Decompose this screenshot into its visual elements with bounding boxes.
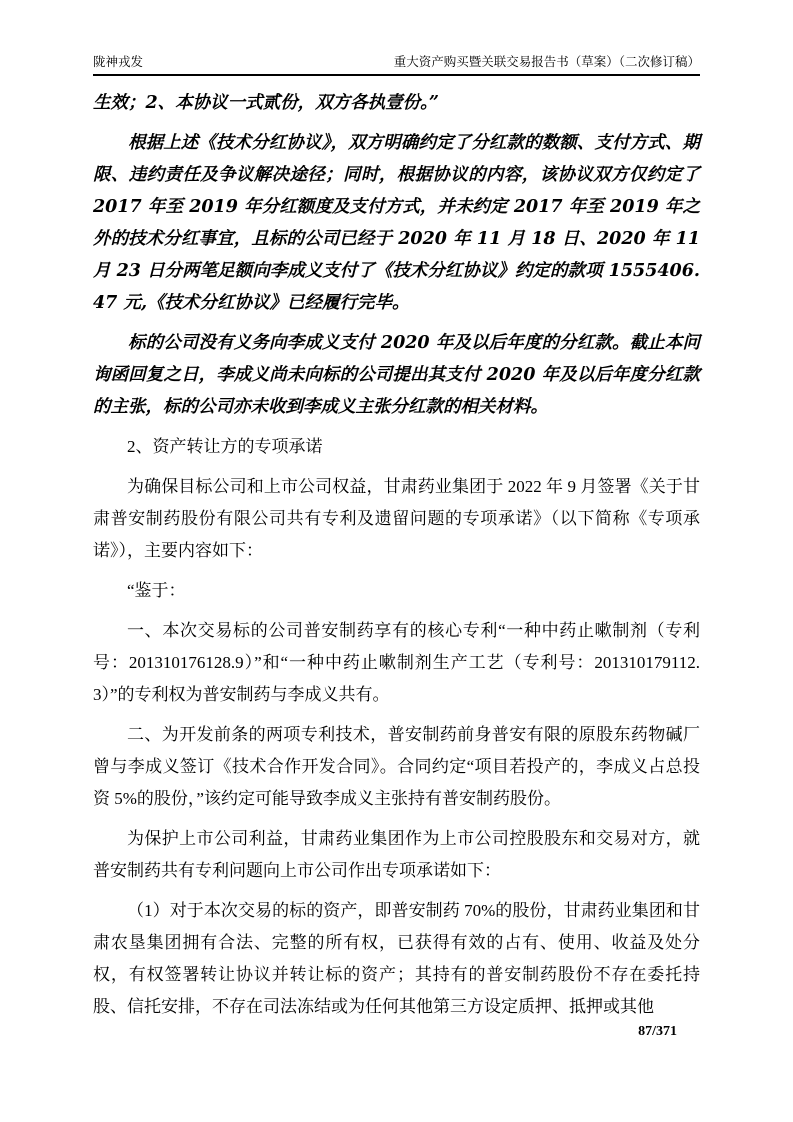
- paragraph: 为保护上市公司利益，甘肃药业集团作为上市公司控股股东和交易对方，就普安制药共有专利问题向上市公司作出专项承诺如下：: [93, 829, 700, 880]
- page-header: [93, 54, 700, 76]
- header-company-name: 陇神戎发: [93, 55, 144, 69]
- paragraph: 一、本次交易标的公司普安制药享有的核心专利“一种中药止嗽制剂（专利号：201310176128.9）”和“一种中药止嗽制剂生产工艺（专利号：201310179112.3）”的专利权为普安制药与李成义共有。: [93, 621, 700, 704]
- document-body: [93, 87, 700, 1023]
- paragraph: 为确保目标公司和上市公司权益，甘肃药业集团于 2022 年 9 月签署《关于甘肃普安制药股份有限公司共有专利及遗留问题的专项承诺》（以下简称《专项承诺》），主要内容如下：: [93, 477, 700, 560]
- page-content: [93, 54, 700, 1031]
- paragraph: 二、为开发前条的两项专利技术，普安制药前身普安有限的原股东药物碱厂曾与李成义签订《技术合作开发合同》。合同约定“项目若投产的，李成义占总投资 5%的股份，”该约定可能导致李成义主张持有普安制药股份。: [93, 725, 700, 808]
- header-report-title: 重大资产购买暨关联交易报告书（草案）（二次修订稿）: [393, 55, 700, 69]
- page-number: 87/371: [638, 1024, 677, 1039]
- paragraph: “鉴于：: [127, 581, 186, 600]
- paragraph: 生效；2、本协议一式贰份，双方各执壹份。”: [93, 93, 439, 113]
- paragraph: （1）对于本次交易的标的资产，即普安制药 70%的股份，甘肃药业集团和甘肃农垦集团拥有合法、完整的所有权，已获得有效的占有、使用、收益及处分权，有权签署转让协议并转让标的资产；其持有的普安制药股份不存在委托持股、信托安排，不存在司法冻结或为任何其他第三方设定质押、抵押或其他: [93, 901, 700, 1016]
- paragraph: 根据上述《技术分红协议》，双方明确约定了分红款的数额、支付方式、期限、违约责任及争议解决途径；同时，根据协议的内容，该协议双方仅约定了 2017 年至 2019 年分红额度及支付方式，并未约定 2017 年至 2019 年之外的技术分红事宜，且标的公司已经于 2020 年 11 月 18 日、2020 年 11 月 23 日分两笔足额向李成义支付了《技术分红协议》约定的款项 1555406.47 元,《技术分红协议》已经履行完毕。: [93, 133, 700, 313]
- paragraph: 2、资产转让方的专项承诺: [127, 437, 323, 456]
- paragraph: 标的公司没有义务向李成义支付 2020 年及以后年度的分红款。截止本问询函回复之日，李成义尚未向标的公司提出其支付 2020 年及以后年度分红款的主张，标的公司亦未收到李成义主张分红款的相关材料。: [93, 333, 700, 417]
